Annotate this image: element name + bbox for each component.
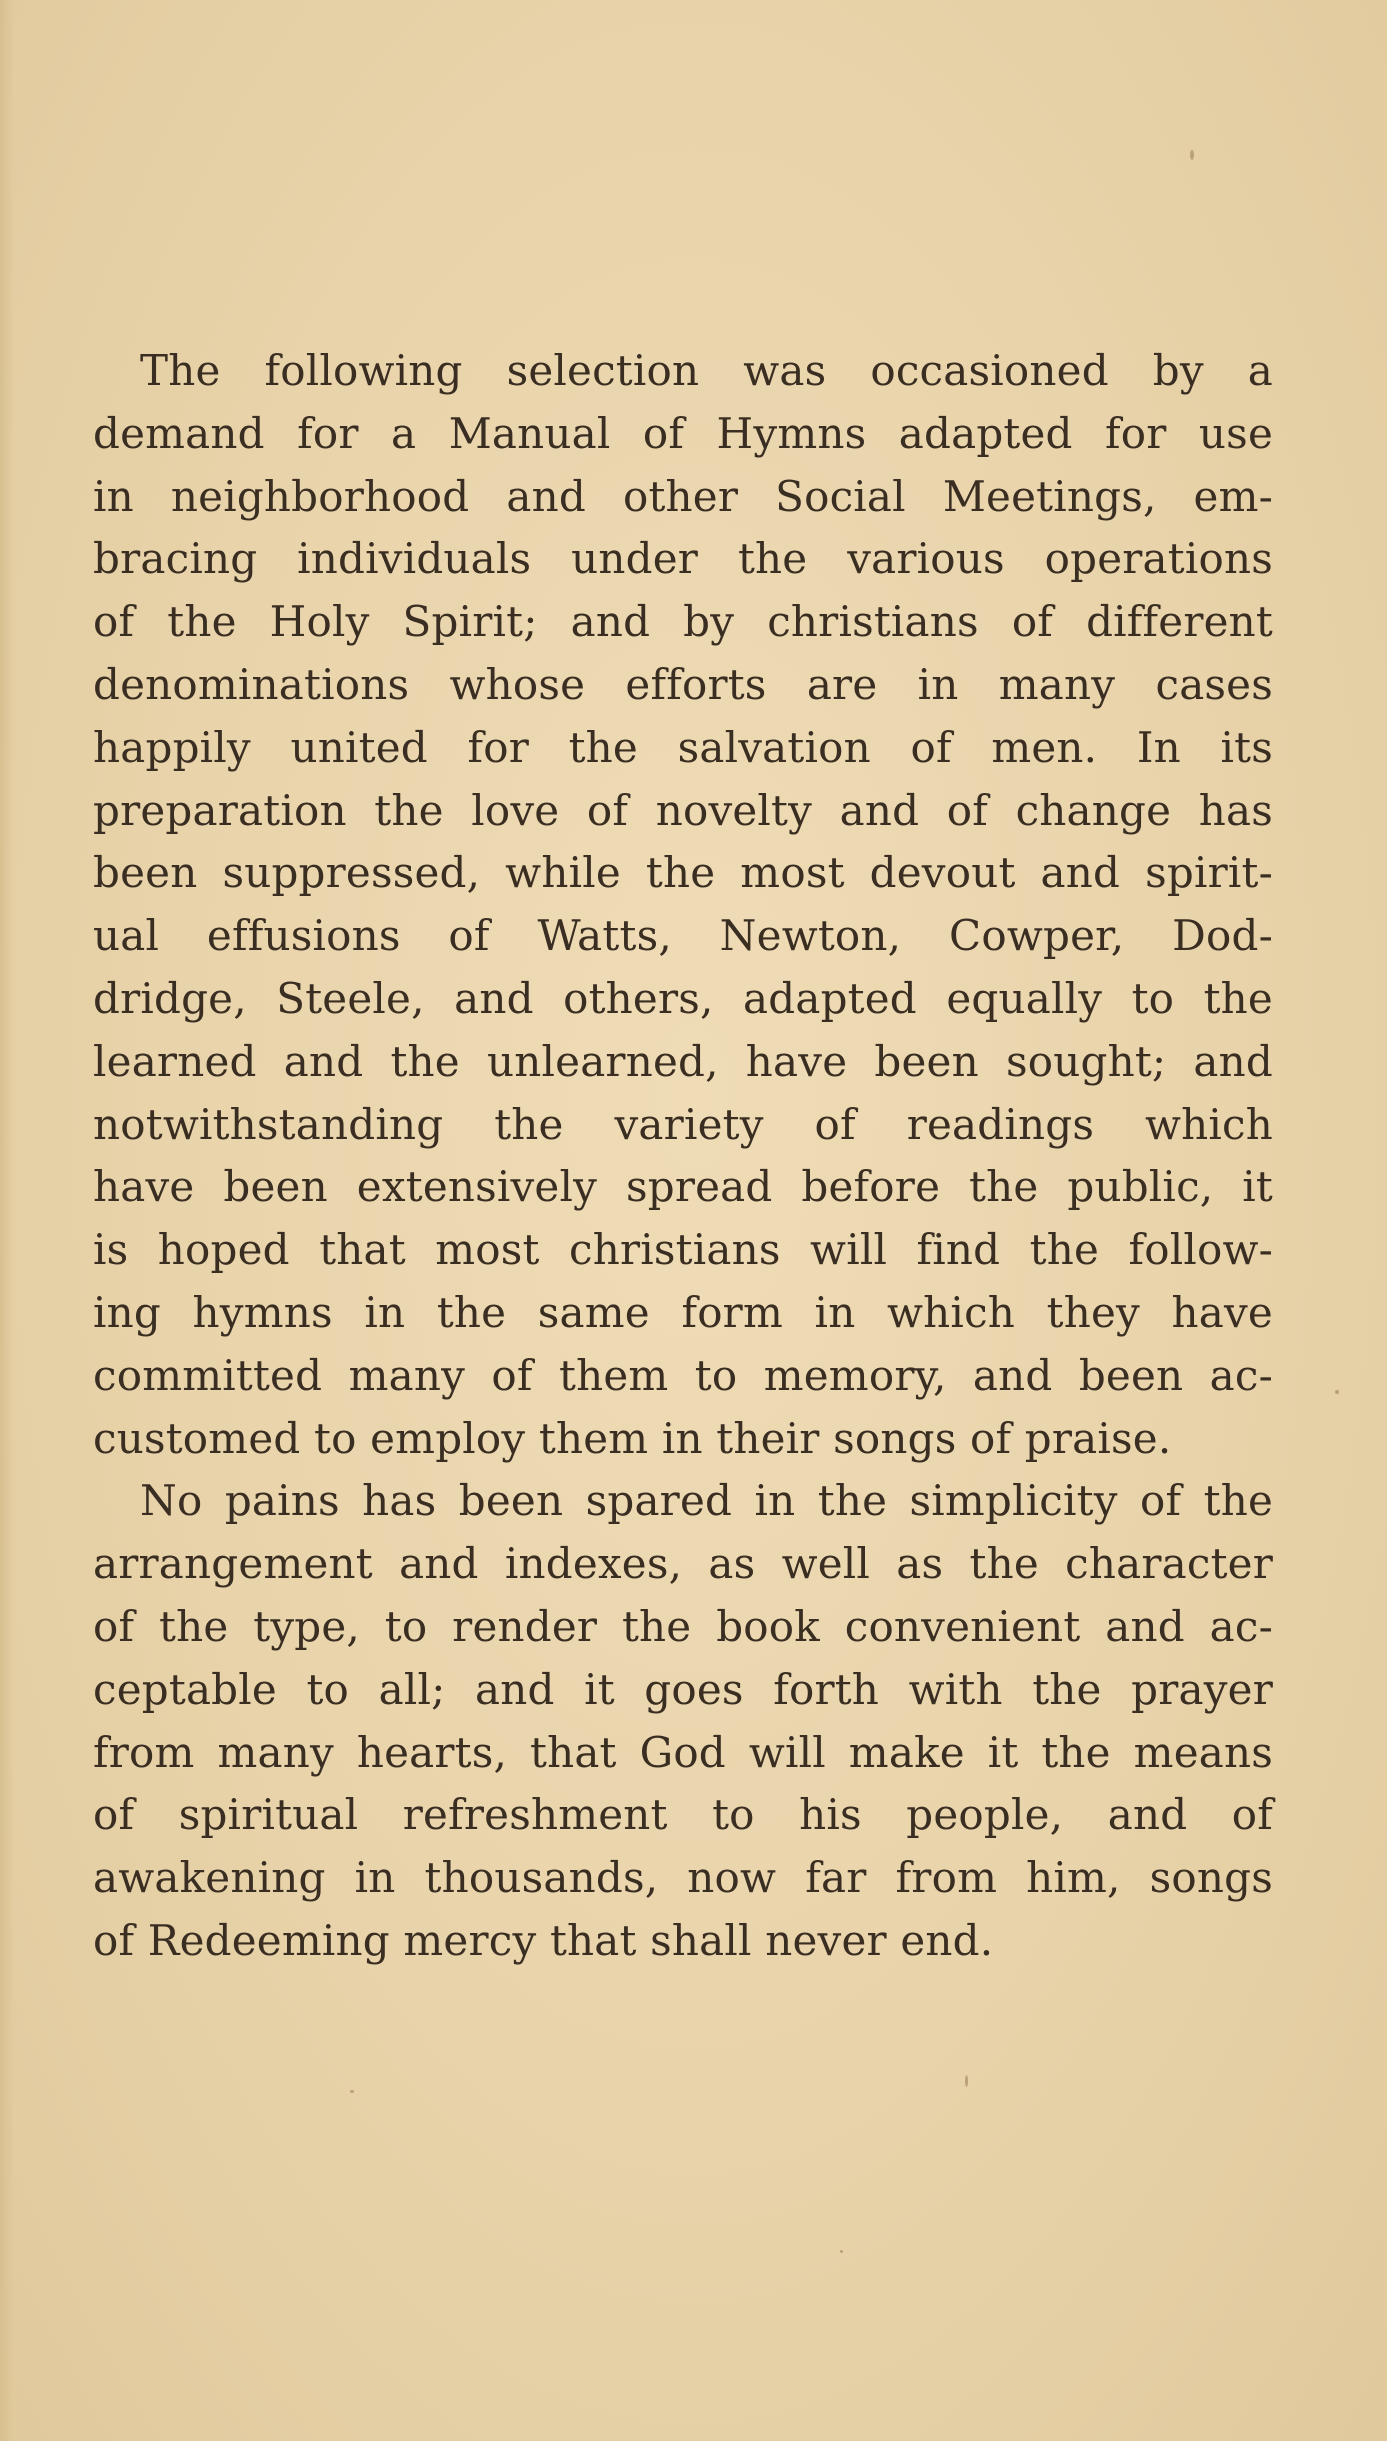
paper-speck [965, 2075, 968, 2087]
paragraph-2 [93, 1470, 1273, 1972]
text-line: of Redeeming mercy that shall never end. [93, 1915, 994, 1965]
text-line: from many hearts, that God will make it the means [93, 1727, 1273, 1777]
text-line: demand for a Manual of Hymns adapted for use [93, 408, 1273, 458]
text-line: preparation the love of novelty and of change has [93, 785, 1273, 835]
text-line: is hoped that most christians will find the follow- [93, 1225, 1273, 1275]
text-line: arrangement and indexes, as well as the character [93, 1539, 1273, 1589]
text-line: denominations whose efforts are in many cases [93, 659, 1273, 709]
paper-speck [1335, 1390, 1339, 1394]
page-gutter-shadow [0, 0, 14, 2441]
paper-speck [840, 2250, 843, 2253]
text-line: happily united for the salvation of men. In its [93, 722, 1273, 772]
text-line: in neighborhood and other Social Meetings, em- [93, 471, 1273, 521]
paragraph-1 [93, 340, 1273, 1470]
text-line: dridge, Steele, and others, adapted equally to the [93, 973, 1273, 1023]
text-line: ing hymns in the same form in which they have [93, 1287, 1273, 1337]
text-line: ual effusions of Watts, Newton, Cowper, Dod- [93, 911, 1273, 961]
text-line: notwithstanding the variety of readings which [93, 1099, 1273, 1149]
paper-speck [350, 2090, 354, 2093]
text-line: learned and the unlearned, have been sought; and [93, 1036, 1273, 1086]
text-line: of the Holy Spirit; and by christians of different [93, 597, 1273, 647]
paper-speck [1190, 150, 1194, 160]
text-line: No pains has been spared in the simplicity of the [140, 1476, 1273, 1526]
text-line: ceptable to all; and it goes forth with the prayer [93, 1664, 1273, 1714]
text-line: awakening in thousands, now far from him, songs [93, 1853, 1273, 1903]
text-line: of spiritual refreshment to his people, and of [93, 1790, 1273, 1840]
text-line: of the type, to render the book convenient and ac- [93, 1601, 1273, 1651]
text-line: bracing individuals under the various operations [93, 534, 1273, 584]
text-line: have been extensively spread before the public, it [93, 1162, 1273, 1212]
text-line: committed many of them to memory, and been ac- [93, 1350, 1273, 1400]
preface-text [93, 340, 1273, 1973]
text-line: been suppressed, while the most devout and spirit- [93, 848, 1273, 898]
text-line: customed to employ them in their songs of praise. [93, 1413, 1172, 1463]
text-line: The following selection was occasioned by a [140, 346, 1273, 395]
